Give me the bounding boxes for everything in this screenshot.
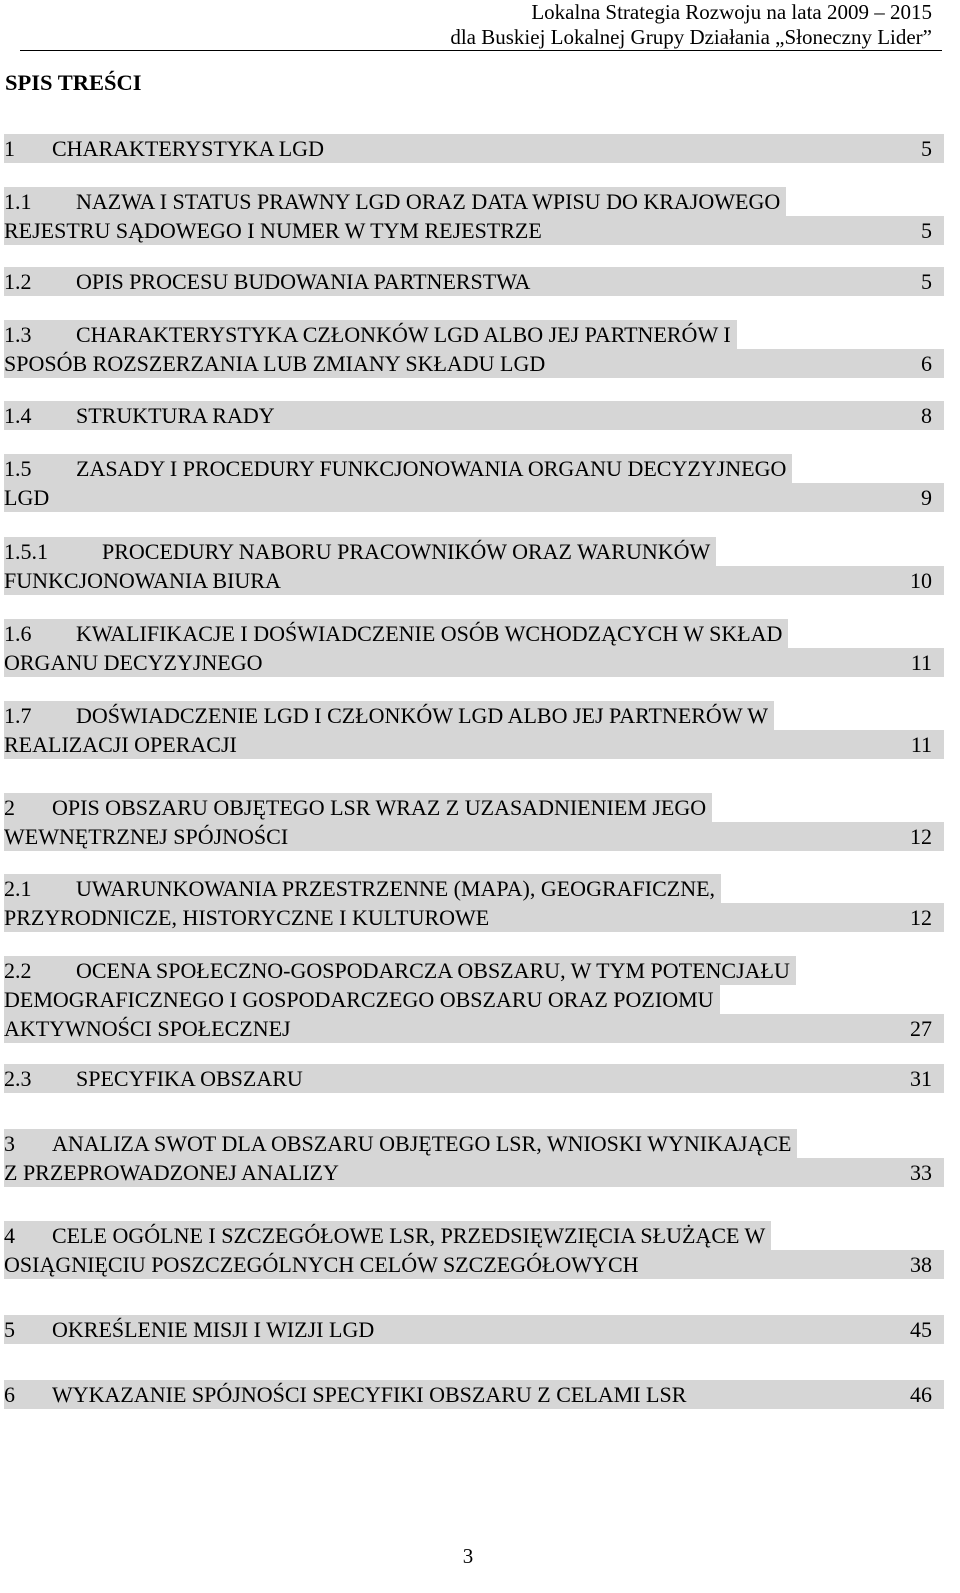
toc-entry-number: 1.6	[4, 621, 32, 646]
toc-entry-title: UWARUNKOWANIA PRZESTRZENNE (MAPA), GEOGRAFICZNE,	[76, 876, 716, 901]
toc-entry-title: CHARAKTERYSTYKA CZŁONKÓW LGD ALBO JEJ PARTNERÓW I	[76, 322, 731, 347]
toc-entry-page: 31	[910, 1066, 932, 1091]
toc-entry-number: 1	[4, 136, 15, 161]
toc-entry[interactable]	[4, 1129, 944, 1187]
toc-entry-title: OPIS OBSZARU OBJĘTEGO LSR WRAZ Z UZASADNIENIEM JEGO	[52, 795, 707, 820]
header-line-2: dla Buskiej Lokalnej Grupy Działania „Słoneczny Lider”	[450, 25, 932, 49]
toc-entry-line	[4, 454, 944, 483]
toc-entry-number: 2.3	[4, 1066, 32, 1091]
toc-entry-line	[4, 1315, 944, 1344]
toc-entry[interactable]	[4, 701, 944, 759]
toc-entry-page: 6	[921, 351, 932, 376]
toc-entry-line	[4, 134, 944, 163]
toc-entry-line	[4, 793, 944, 822]
toc-entry-line	[4, 822, 944, 851]
toc-entry-page: 11	[910, 650, 932, 675]
toc-entry[interactable]	[4, 1380, 944, 1409]
toc-entry-line	[4, 1380, 944, 1409]
toc-entry-title: LGD	[4, 485, 50, 510]
toc-entry-page: 5	[921, 136, 932, 161]
toc-entry-number: 2.1	[4, 876, 32, 901]
page-number: 3	[462, 1544, 474, 1568]
toc-entry-title: NAZWA I STATUS PRAWNY LGD ORAZ DATA WPISU DO KRAJOWEGO	[76, 189, 781, 214]
toc-entry-number: 1.2	[4, 269, 32, 294]
toc-entry-title: SPOSÓB ROZSZERZANIA LUB ZMIANY SKŁADU LGD	[4, 351, 546, 376]
toc-entry-title: ZASADY I PROCEDURY FUNKCJONOWANIA ORGANU DECYZYJNEGO	[76, 456, 787, 481]
toc-entry-title: FUNKCJONOWANIA BIURA	[4, 568, 281, 593]
header-line-1: Lokalna Strategia Rozwoju na lata 2009 – 2015	[531, 0, 932, 24]
toc-entry-number: 2.2	[4, 958, 32, 983]
toc-entry[interactable]	[4, 874, 944, 932]
toc-entry-page: 10	[910, 568, 932, 593]
toc-entry-title: SPECYFIKA OBSZARU	[76, 1066, 303, 1091]
toc-entry-title: ANALIZA SWOT DLA OBSZARU OBJĘTEGO LSR, WNIOSKI WYNIKAJĄCE	[52, 1131, 792, 1156]
toc-entry[interactable]	[4, 1221, 944, 1279]
toc-entry[interactable]	[4, 619, 944, 677]
toc-entry[interactable]	[4, 401, 944, 430]
toc-entry-page: 46	[910, 1382, 932, 1407]
toc-entry-title: CHARAKTERYSTYKA LGD	[52, 136, 324, 161]
toc-entry-line	[4, 903, 944, 932]
toc-entry-title: DOŚWIADCZENIE LGD I CZŁONKÓW LGD ALBO JEJ PARTNERÓW W	[76, 703, 769, 728]
toc-entry-title: DEMOGRAFICZNEGO I GOSPODARCZEGO OBSZARU ORAZ POZIOMU	[4, 987, 714, 1012]
toc-entry-title: KWALIFIKACJE I DOŚWIADCZENIE OSÓB WCHODZĄCYCH W SKŁAD	[76, 621, 783, 646]
toc-entry-page: 33	[910, 1160, 932, 1185]
toc-entry-number: 4	[4, 1223, 15, 1248]
toc-entry-number: 1.4	[4, 403, 32, 428]
toc-entry-title: PROCEDURY NABORU PRACOWNIKÓW ORAZ WARUNKÓW	[102, 539, 711, 564]
toc-entry-line	[4, 985, 944, 1014]
toc-entry-line	[4, 1129, 944, 1158]
toc-entry-title: CELE OGÓLNE I SZCZEGÓŁOWE LSR, PRZEDSIĘWZIĘCIA SŁUŻĄCE W	[52, 1223, 766, 1248]
toc-entry-page: 38	[910, 1252, 932, 1277]
toc-entry-title: WYKAZANIE SPÓJNOŚCI SPECYFIKI OBSZARU Z CELAMI LSR	[52, 1382, 687, 1407]
toc-entry[interactable]	[4, 956, 944, 1043]
toc-entry-line	[4, 701, 944, 730]
toc-entry-title: OCENA SPOŁECZNO-GOSPODARCZA OBSZARU, W TYM POTENCJAŁU	[76, 958, 790, 983]
toc-entry-page: 9	[921, 485, 932, 510]
toc-entry-line	[4, 1064, 944, 1093]
toc-entry-line	[4, 187, 944, 216]
toc-entry-line	[4, 1221, 944, 1250]
toc-entry-number: 1.7	[4, 703, 32, 728]
toc-entry-line	[4, 216, 944, 245]
toc-entry-line	[4, 619, 944, 648]
toc-entry-line	[4, 1250, 944, 1279]
running-header	[20, 0, 942, 51]
toc-entry-line	[4, 648, 944, 677]
toc-entry-line	[4, 956, 944, 985]
toc-entry-title: AKTYWNOŚCI SPOŁECZNEJ	[4, 1016, 291, 1041]
toc-entry-title: WEWNĘTRZNEJ SPÓJNOŚCI	[4, 824, 289, 849]
toc-entry-title: STRUKTURA RADY	[76, 403, 275, 428]
toc-entry-number: 5	[4, 1317, 15, 1342]
toc-entry-title: REJESTRU SĄDOWEGO I NUMER W TYM REJESTRZE	[4, 218, 542, 243]
toc-entry-line	[4, 874, 944, 903]
toc-entry-number: 1.1	[4, 189, 32, 214]
toc-entry-number: 1.3	[4, 322, 32, 347]
toc-entry-number: 1.5	[4, 456, 32, 481]
toc-entry-page: 45	[910, 1317, 932, 1342]
toc-entry-line	[4, 401, 944, 430]
toc-entry-title: ORGANU DECYZYJNEGO	[4, 650, 263, 675]
toc-entry-line	[4, 1014, 944, 1043]
toc-entry-page: 12	[910, 905, 932, 930]
toc-entry[interactable]	[4, 454, 944, 512]
toc-entry-title: PRZYRODNICZE, HISTORYCZNE I KULTUROWE	[4, 905, 490, 930]
toc-entry-number: 1.5.1	[4, 539, 48, 564]
toc-entry-line	[4, 730, 944, 759]
toc-entry-line	[4, 267, 944, 296]
toc-entry[interactable]	[4, 134, 944, 163]
toc-entry-title: OSIĄGNIĘCIU POSZCZEGÓLNYCH CELÓW SZCZEGÓŁOWYCH	[4, 1252, 639, 1277]
toc-entry-number: 6	[4, 1382, 15, 1407]
toc-entry-page: 5	[921, 269, 932, 294]
toc-entry-title: REALIZACJI OPERACJI	[4, 732, 237, 757]
toc-entry-line	[4, 1158, 944, 1187]
toc-entry-title: Z PRZEPROWADZONEJ ANALIZY	[4, 1160, 339, 1185]
toc-entry-line	[4, 483, 944, 512]
toc-entry-page: 11	[910, 732, 932, 757]
toc-entry[interactable]	[4, 320, 944, 378]
toc-entry-page: 8	[921, 403, 932, 428]
toc-entry-page: 12	[910, 824, 932, 849]
toc-entry-line	[4, 349, 944, 378]
toc-entry[interactable]	[4, 537, 944, 595]
toc-entry-line	[4, 320, 944, 349]
toc-entry[interactable]	[4, 187, 944, 245]
toc-entry-line	[4, 537, 944, 566]
toc-entry-page: 5	[921, 218, 932, 243]
toc-entry[interactable]	[4, 793, 944, 851]
toc-entry[interactable]	[4, 1064, 944, 1093]
toc-entry[interactable]	[4, 1315, 944, 1344]
toc-entry-number: 3	[4, 1131, 15, 1156]
toc-entry-title: OPIS PROCESU BUDOWANIA PARTNERSTWA	[76, 269, 531, 294]
toc-entry-line	[4, 566, 944, 595]
toc-entry-number: 2	[4, 795, 15, 820]
toc-entry-page: 27	[910, 1016, 932, 1041]
page-title: SPIS TREŚCI	[5, 70, 142, 95]
toc-entry-title: OKREŚLENIE MISJI I WIZJI LGD	[52, 1317, 375, 1342]
toc-entry[interactable]	[4, 267, 944, 296]
